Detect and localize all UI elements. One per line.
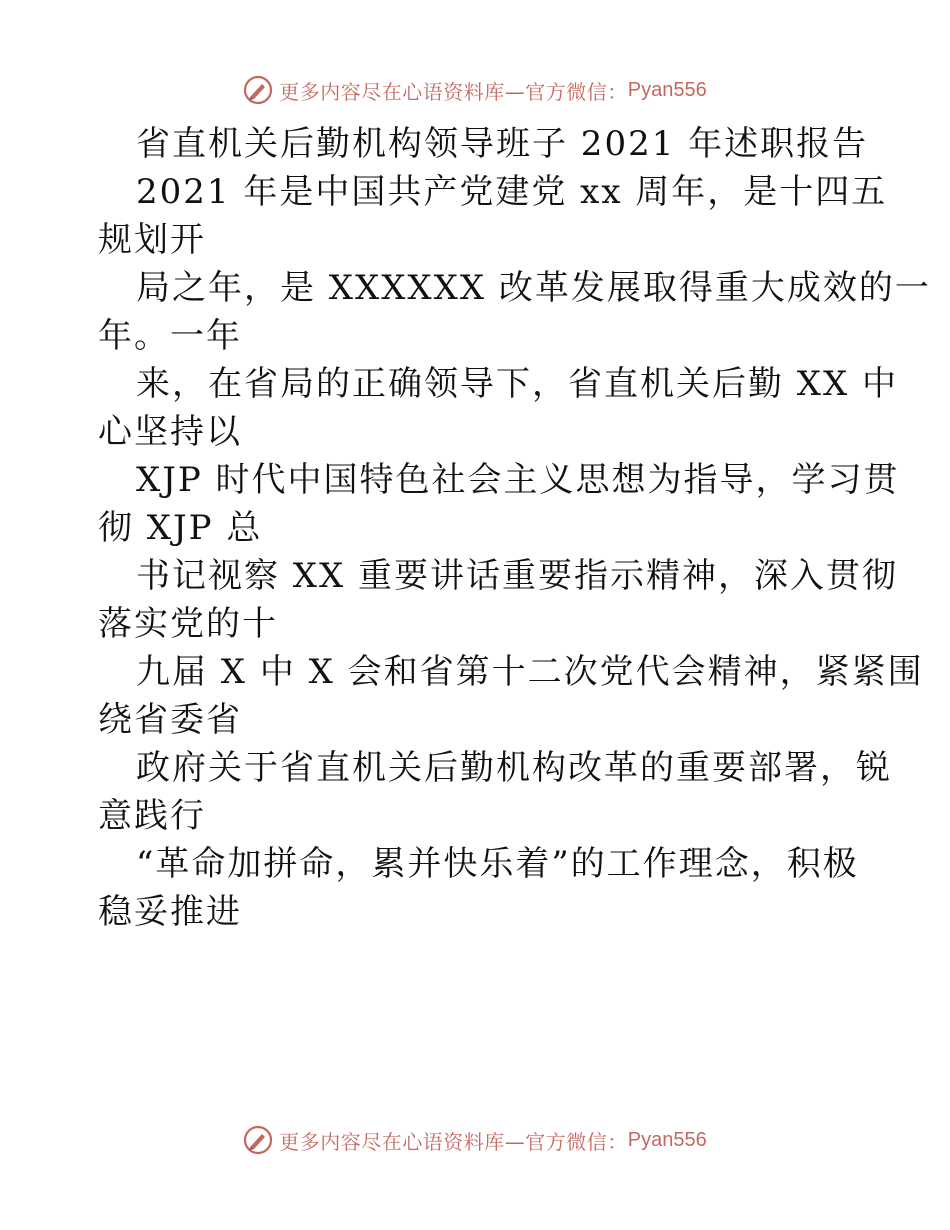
red-pen-logo-icon	[243, 75, 273, 105]
paragraph-line: “革命加拼命，累并快乐着”的工作理念，积极	[136, 844, 859, 884]
paragraph-line: 年。一年	[98, 316, 242, 356]
watermark-account: Pyan556	[627, 78, 707, 101]
document-title: 省直机关后勤机构领导班子 2021 年述职报告	[136, 124, 869, 164]
watermark-account: Pyan556	[627, 1128, 707, 1151]
red-pen-logo-icon	[243, 1125, 273, 1155]
paragraph-line: 规划开	[98, 220, 206, 260]
paragraph-line: 落实党的十	[98, 604, 278, 644]
paragraph-line: 稳妥推进	[98, 892, 242, 932]
paragraph-line: 政府关于省直机关后勤机构改革的重要部署，锐	[136, 748, 892, 788]
watermark-header	[0, 70, 950, 110]
document-body	[98, 120, 931, 936]
paragraph-line: 局之年，是 XXXXXX 改革发展取得重大成效的一	[136, 268, 931, 308]
paragraph-line: 2021 年是中国共产党建党 xx 周年，是十四五	[136, 172, 888, 212]
paragraph-line: 绕省委省	[98, 700, 242, 740]
paragraph-line: 书记视察 XX 重要讲话重要指示精神，深入贯彻	[136, 556, 899, 596]
watermark-text: 更多内容尽在心语资料库—官方微信：	[279, 1129, 628, 1154]
paragraph-line: 九届 X 中 X 会和省第十二次党代会精神，紧紧围	[136, 652, 924, 692]
paragraph-line: 心坚持以	[98, 412, 242, 452]
paragraph-line: XJP 时代中国特色社会主义思想为指导，学习贯	[136, 460, 900, 500]
paragraph-line: 意践行	[98, 796, 206, 836]
paragraph-line: 来，在省局的正确领导下，省直机关后勤 XX 中	[136, 364, 899, 404]
watermark-footer	[0, 1120, 950, 1160]
paragraph-line: 彻 XJP 总	[98, 508, 263, 548]
watermark-text: 更多内容尽在心语资料库—官方微信：	[279, 79, 628, 104]
